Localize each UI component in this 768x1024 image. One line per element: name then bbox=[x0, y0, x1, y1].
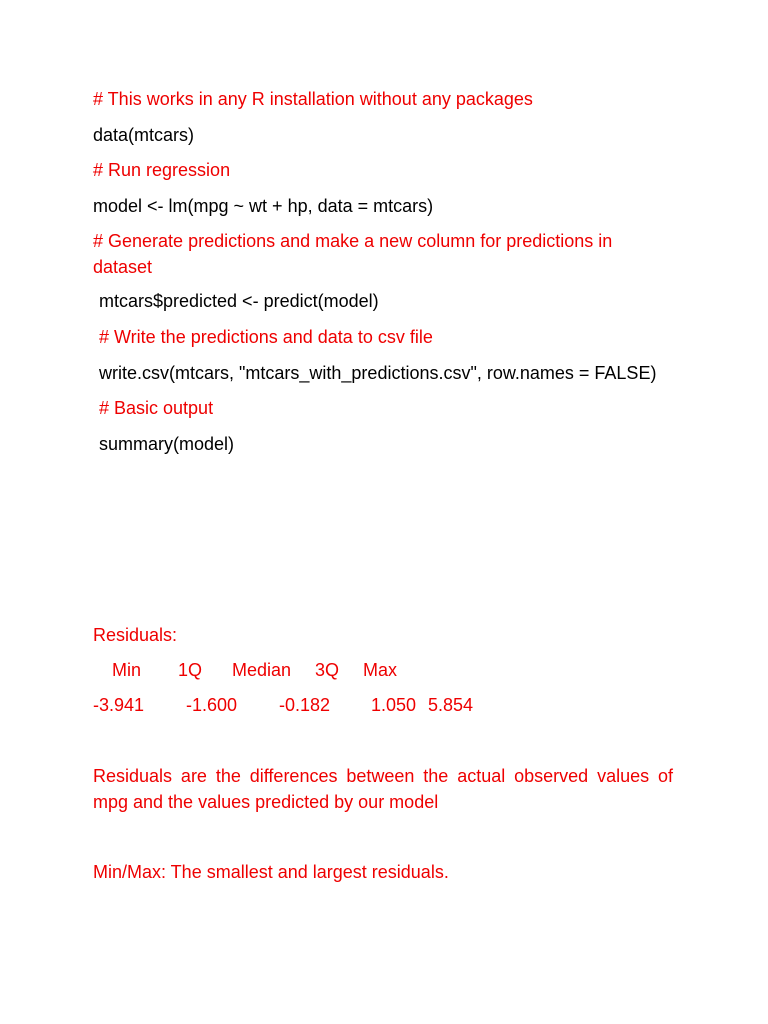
code-load-data: data(mtcars) bbox=[93, 125, 195, 145]
residuals-title: Residuals: bbox=[93, 625, 178, 645]
value-median: -0.182 bbox=[279, 695, 331, 715]
code-model: model <- lm(mpg ~ wt + hp, data = mtcars) bbox=[93, 196, 434, 216]
code-summary: summary(model) bbox=[99, 434, 235, 454]
header-3q: 3Q bbox=[315, 660, 340, 680]
value-3q: 1.050 bbox=[371, 695, 417, 715]
value-max: 5.854 bbox=[428, 695, 474, 715]
code-write-csv: write.csv(mtcars, "mtcars_with_predictions.csv", row.names = FALSE) bbox=[99, 363, 657, 383]
header-median: Median bbox=[232, 660, 292, 680]
comment-no-packages: # This works in any R installation without any packages bbox=[93, 89, 533, 109]
header-min: Min bbox=[112, 660, 142, 680]
code-predict: mtcars$predicted <- predict(model) bbox=[99, 291, 379, 311]
comment-basic-output: # Basic output bbox=[99, 398, 214, 418]
residuals-explanation: Residuals are the differences between the actual observed values of mpg and the values predicted by our model bbox=[93, 766, 673, 812]
comment-generate-predictions: # Generate predictions and make a new column for predictions in dataset bbox=[93, 231, 613, 277]
comment-run-regression: # Run regression bbox=[93, 160, 231, 180]
min-max-explanation: Min/Max: The smallest and largest residuals. bbox=[93, 862, 449, 882]
header-1q: 1Q bbox=[178, 660, 203, 680]
value-min: -3.941 bbox=[93, 695, 145, 715]
header-max: Max bbox=[363, 660, 398, 680]
value-1q: -1.600 bbox=[186, 695, 238, 715]
comment-write-csv: # Write the predictions and data to csv file bbox=[99, 327, 433, 347]
